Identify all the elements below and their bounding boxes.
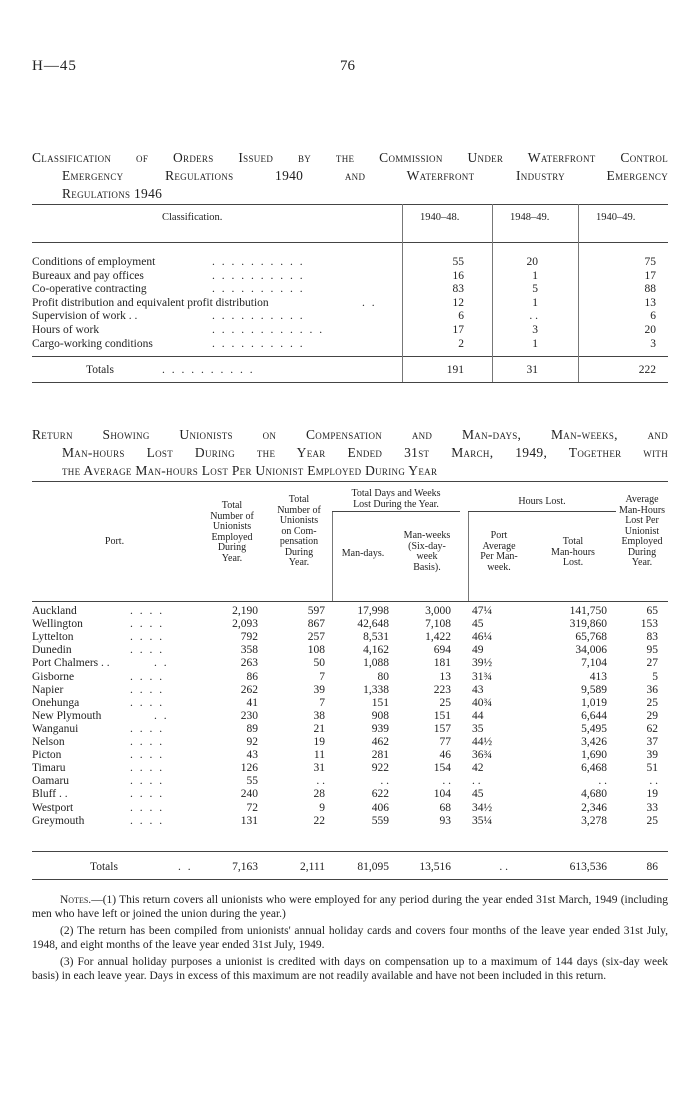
man-weeks: 104 [433,788,451,801]
man-days: 8,531 [363,631,389,644]
classification-label: Profit distribution and equivalent profit distribution [32,296,269,309]
header-line: Man-Hours [618,504,666,516]
port-name: Wellington [32,618,83,631]
value-1940-49: 3 [650,337,656,350]
man-weeks: 3,000 [425,605,451,617]
table-row [32,324,668,338]
header-line: pensation [279,536,319,547]
man-days: 1,088 [363,657,389,670]
header-line: Lost Per [625,515,659,526]
average-man-hours: 25 [646,696,658,709]
total-compensation: 597 [307,605,325,617]
value-1940-48: 17 [452,324,464,336]
leader-dots: . . . . [130,801,165,814]
totals-employed: 7,163 [232,861,258,873]
note-1-text: —(1) This return covers all unionists who were employed for any period during the year ended 31st March, 1949 (including men who have left or joined the union during the year.) [32,894,668,920]
note-2: (2) The return has been compiled from unionists' annual holiday cards and covers four months of the leave year ended 31st July, 1948, and eight months of the leave year ended 31st July, 1949. [32,925,668,951]
total-employed: 43 [246,749,258,762]
header-line: Unionists [279,515,319,526]
man-days: 151 [371,696,389,709]
man-days: . . [380,775,389,788]
table-row [32,684,668,697]
value-1940-48: 55 [452,256,464,268]
man-weeks: 181 [433,657,451,670]
total-compensation: 257 [307,631,325,644]
total-man-hours: 5,495 [581,722,607,735]
man-days: 17,998 [357,605,389,617]
man-days: 42,648 [357,618,389,631]
value-1948-49: 5 [532,283,538,296]
total-man-hours: 3,426 [581,736,607,748]
classification-label: Bureaux and pay offices [32,269,144,282]
port-average: 46¼ [472,631,493,644]
header-line: (Six-day- [408,540,446,552]
average-man-hours: 29 [646,709,658,722]
table-row [32,297,668,311]
total-man-hours: 319,860 [569,618,607,631]
total-employed: 792 [240,631,258,644]
average-man-hours: 19 [646,788,658,801]
totals-1940-48: 191 [446,364,464,376]
header-port-average [468,531,530,573]
table-row [32,749,668,762]
document-code: H—45 [32,58,77,74]
total-man-hours: 413 [589,670,607,683]
classification-label: Hours of work [32,324,100,336]
man-days: 462 [371,736,389,748]
value-1940-49: 20 [644,324,656,336]
port-name: Napier [32,683,64,696]
total-man-hours: 6,644 [581,709,607,722]
totals-man-hours: 613,536 [569,861,607,873]
port-average: 36¾ [472,749,493,762]
total-employed: 2,190 [232,605,258,617]
note-3: (3) For annual holiday purposes a unionist is credited with days on compensation up to a maximum of 144 days (six-day week basis) in each leave year. Days in excess of this maximum are not readily available and have not been included in this return. [32,956,668,982]
average-man-hours: 27 [646,657,658,670]
total-compensation: 108 [307,644,325,657]
totals-label: Totals [86,364,114,376]
header-line: Man-weeks [403,530,451,541]
notes-lead: Notes. [60,894,92,906]
leader-dots: . . . . . . . . . . [212,256,305,268]
average-man-hours: 39 [646,749,658,762]
value-1940-49: 17 [644,269,656,282]
table-row [32,618,668,631]
total-man-hours: 1,690 [581,749,607,762]
table-row [32,657,668,670]
header-line: During [284,546,314,558]
port-average: 34½ [472,801,493,814]
man-weeks: 68 [439,801,451,814]
totals-row [32,364,668,378]
port-name: Auckland [32,605,77,617]
average-man-hours: 36 [646,683,658,696]
total-employed: 358 [240,644,258,657]
total-compensation: 50 [313,657,325,670]
leader-dots: . . . . [130,736,165,748]
port-name: Picton [32,749,62,762]
port-name: Gisborne [32,670,75,683]
port-average: 44½ [472,736,493,748]
leader-dots: . . . . [130,788,165,801]
man-weeks: 13 [439,670,451,683]
title-line: Regulations 1946 [62,186,163,201]
total-employed: 89 [246,722,258,735]
totals-row [32,861,668,874]
header-line: on Com- [281,525,317,537]
totals-label: Totals [90,861,118,873]
leader-dots: . . . . [130,683,165,696]
average-man-hours: . . [649,775,658,788]
value-1948-49: 3 [532,324,538,336]
header-line: week. [487,561,511,573]
totals-1940-49: 222 [638,364,656,376]
total-man-hours: 7,104 [581,657,607,670]
total-compensation: 31 [313,762,325,775]
leader-dots: . . [154,709,169,722]
port-name: Onehunga [32,696,80,709]
total-compensation: 21 [313,722,325,735]
header-hours-group: Hours Lost. [518,496,566,507]
table-row [32,710,668,723]
total-compensation: 7 [319,670,325,683]
port-name: New Plymouth [32,709,102,722]
average-man-hours: 83 [646,631,658,644]
leader-dots: . . . . . . . . . . [162,364,255,376]
table-row [32,631,668,644]
value-1940-49: 75 [644,256,656,268]
total-man-hours: 4,680 [581,788,607,801]
value-1940-48: 16 [452,269,464,282]
man-days: 622 [371,788,389,801]
total-compensation: 7 [319,696,325,709]
total-employed: 2,093 [232,618,258,631]
man-weeks: 223 [433,683,451,696]
man-days: 908 [371,709,389,722]
table-row [32,310,668,324]
header-line: Number of [277,504,321,516]
classification-label: Cargo-working conditions [32,337,153,350]
header-line: Port [490,530,508,541]
title-line: Emergency Regulations 1940 and Waterfront Industry Emergency [62,168,668,183]
total-employed: 92 [246,736,258,748]
leader-dots: . . . . [130,696,165,709]
table-row [32,802,668,815]
leader-dots: . . . . . . . . . . [212,310,305,323]
header-line: During [627,546,657,558]
man-weeks: 77 [439,736,451,748]
average-man-hours: 51 [646,762,658,775]
total-man-hours: 2,346 [581,801,607,814]
header-port: Port. [104,536,125,547]
table-row [32,338,668,352]
total-man-hours: 1,019 [581,696,607,709]
man-weeks: 46 [439,749,451,762]
page-number: 76 [340,58,355,74]
table2-title [32,426,668,480]
average-man-hours: 62 [646,722,658,735]
notes [32,893,668,986]
man-weeks: 25 [439,696,451,709]
header-man-weeks [395,531,459,573]
table-row [32,270,668,284]
table-row [32,723,668,736]
total-compensation: 9 [319,801,325,814]
header-line: Per Man- [480,551,518,562]
leader-dots: . . . . . . . . . . [212,283,305,296]
man-days: 281 [371,749,389,762]
title-line: the Average Man-hours Lost Per Unionist Employed During Year [62,463,438,478]
header-total-compensation [267,495,331,569]
total-man-hours: 141,750 [569,605,607,617]
leader-dots: . . . . [130,722,165,735]
total-compensation: 867 [307,618,325,631]
total-employed: 86 [246,670,258,683]
leader-dots: . . [154,657,169,670]
value-1948-49: 1 [532,337,538,350]
leader-dots: . . [362,296,377,309]
port-average: 49 [472,644,484,657]
man-days: 922 [371,762,389,775]
value-1948-49: . . [529,310,538,323]
classification-label: Supervision of work . . [32,310,138,323]
port-average: 43 [472,683,484,696]
average-man-hours: 37 [646,736,658,748]
port-name: Lyttelton [32,631,74,644]
header-line: Year. [631,557,653,568]
value-1948-49: 1 [532,296,538,309]
total-employed: 126 [240,762,258,775]
header-man-days: Man-days. [341,548,385,559]
header-total-man-hours [531,537,615,569]
average-man-hours: 65 [646,605,658,617]
header-line: Year. [221,552,243,564]
port-name: Oamaru [32,775,70,788]
table-row [32,775,668,788]
header-1940-48: 1940–48. [420,212,460,223]
totals-man-days: 81,095 [357,861,389,873]
total-man-hours: 9,589 [581,683,607,696]
port-name: Dunedin [32,644,72,657]
value-1940-49: 6 [650,310,656,323]
header-line: Year. [288,557,310,568]
total-employed: 55 [246,775,258,788]
total-compensation: 39 [313,683,325,696]
table-row [32,697,668,710]
header-line: week [416,551,438,562]
value-1940-48: 12 [452,296,464,309]
header-line: Lost. [562,557,584,568]
port-average: 35 [472,722,484,735]
leader-dots: . . . . [130,631,165,644]
leader-dots: . . . . [130,814,165,827]
table-row [32,283,668,297]
man-days: 406 [371,801,389,814]
total-employed: 263 [240,657,258,670]
classification-label: Conditions of employment [32,256,156,268]
header-line: Number of [210,510,254,522]
table-row [32,671,668,684]
total-employed: 41 [246,696,258,709]
header-line: Man-hours [551,546,595,558]
port-name: Wanganui [32,722,79,735]
man-days: 80 [377,670,389,683]
totals-man-weeks: 13,516 [419,861,451,873]
man-days: 559 [371,814,389,827]
header-line: Employed [211,531,253,543]
man-weeks: 151 [433,709,451,722]
port-average: 35¼ [472,814,493,827]
port-average: 39½ [472,657,493,670]
table-row [32,605,668,618]
man-days: 1,338 [363,683,389,696]
man-days: 939 [371,722,389,735]
table-row [32,736,668,749]
man-weeks: 154 [433,762,451,775]
value-1940-48: 2 [458,337,464,350]
header-line: Total [221,500,243,511]
header-line: Total [288,494,310,505]
total-employed: 72 [246,801,258,814]
header-line: Basis). [413,561,441,573]
header-line: Total Days and Weeks [351,488,441,499]
leader-dots: . . . . . . . . . . . . [212,324,325,336]
page-header [32,58,668,78]
header-days-weeks-group [332,489,460,510]
table-row [32,644,668,657]
value-1940-49: 88 [644,283,656,296]
leader-dots: . . . . [130,775,165,788]
port-name: Bluff . . [32,788,68,801]
leader-dots: . . . . . . . . . . [212,269,305,282]
header-1948-49: 1948–49. [510,212,550,223]
total-compensation: 19 [313,736,325,748]
table-row [32,815,668,828]
header-line: Unionists [212,521,252,532]
header-total-employed [198,501,266,564]
totals-1948-49: 31 [526,364,538,376]
total-man-hours: 65,768 [575,631,607,644]
total-man-hours: 3,278 [581,814,607,827]
header-line: Employed [621,536,663,547]
totals-average: 86 [646,861,658,873]
header-line: Average [482,540,516,552]
total-employed: 240 [240,788,258,801]
leader-dots: . . [178,861,193,873]
totals-compensation: 2,111 [299,861,325,873]
port-name: Timaru [32,762,66,775]
header-1940-49: 1940–49. [596,212,636,223]
title-line: Classification of Orders Issued by the Commission Under Waterfront Control [32,150,668,165]
total-employed: 262 [240,683,258,696]
totals-port-average: . . [499,861,508,873]
man-days: 4,162 [363,644,389,657]
table-row [32,762,668,775]
header-line: Unionist [624,525,660,537]
value-1940-49: 13 [644,296,656,309]
total-compensation: 28 [313,788,325,801]
average-man-hours: 95 [646,644,658,657]
port-name: Greymouth [32,814,85,827]
total-man-hours: 6,468 [581,762,607,775]
leader-dots: . . . . [130,618,165,631]
value-1948-49: 20 [526,256,538,268]
port-name: Port Chalmers . . [32,657,110,670]
man-weeks: 93 [439,814,451,827]
man-weeks: 7,108 [425,618,451,631]
average-man-hours: 25 [646,814,658,827]
header-line: During [217,542,247,553]
title-line: Return Showing Unionists on Compensation and Man-days, Man-weeks, and [32,427,668,442]
man-weeks: 694 [433,644,451,657]
header-line: Lost During the Year. [353,498,439,510]
port-average: 40¾ [472,696,493,709]
total-compensation: 11 [313,749,325,762]
header-classification: Classification. [162,212,223,223]
table-row [32,788,668,801]
port-name: Westport [32,801,74,814]
port-name: Nelson [32,736,65,748]
total-man-hours: 34,006 [575,644,607,657]
total-compensation: . . [316,775,325,788]
value-1940-48: 6 [458,310,464,323]
port-average: 45 [472,788,484,801]
value-1940-48: 83 [452,283,464,296]
total-employed: 131 [240,814,258,827]
man-weeks: 1,422 [425,631,451,644]
value-1948-49: 1 [532,269,538,282]
average-man-hours: 153 [640,618,658,631]
header-average-man-hours [616,495,668,569]
table-row [32,256,668,270]
header-line: Total [562,536,584,547]
header-line: Average [625,494,659,505]
total-man-hours: . . [598,775,607,788]
leader-dots: . . . . [130,749,165,762]
man-weeks: . . [442,775,451,788]
total-compensation: 38 [313,709,325,722]
port-average: 44 [472,709,484,722]
title-line: Man-hours Lost During the Year Ended 31st March, 1949, Together with [62,445,668,460]
average-man-hours: 5 [652,670,658,683]
average-man-hours: 33 [646,801,658,814]
man-weeks: 157 [433,722,451,735]
total-employed: 230 [240,709,258,722]
total-compensation: 22 [313,814,325,827]
leader-dots: . . . . . . . . . . [212,337,305,350]
leader-dots: . . . . [130,644,165,657]
classification-label: Co-operative contracting [32,283,147,296]
note-1 [32,893,668,921]
port-average: 47¼ [472,605,493,617]
leader-dots: . . . . [130,762,165,775]
table1-title [32,149,668,203]
port-average: . . [472,775,481,788]
leader-dots: . . . . [130,605,165,617]
port-average: 42 [472,762,484,775]
leader-dots: . . . . [130,670,165,683]
port-average: 31¾ [472,670,493,683]
port-average: 45 [472,618,484,631]
